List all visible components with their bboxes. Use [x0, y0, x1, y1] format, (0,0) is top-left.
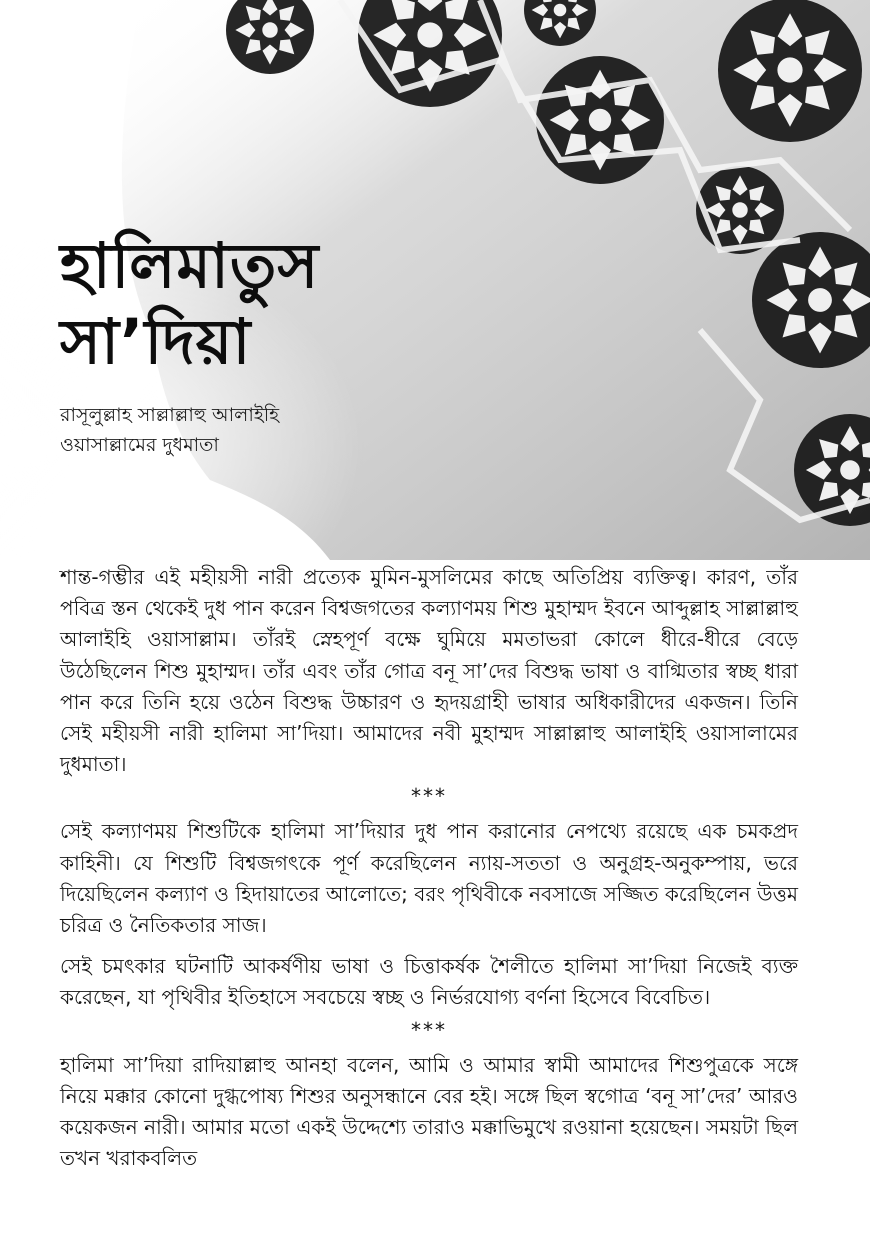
paragraph-4: হালিমা সা’দিয়া রাদিয়াল্লাহু আনহা বলেন, আমি ও আমার স্বামী আমাদের শিশুপুত্রকে সঙ্গে নিয়ে মক্কার কোনো দুগ্ধপোষ্য শিশুর অনুসন্ধানে বের হই। সঙ্গে ছিল স্বগোত্র ‘বনূ সা’দের’ আরও কয়েকজন নারী। আমার মতো একই উদ্দেশ্যে তারাও মক্কাভিমুখে রওয়ানা হয়েছেন। সময়টা ছিল তখন খরাকবলিত — [60, 1052, 798, 1171]
title-line-2: সা’দিয়া — [60, 305, 252, 378]
title-line-1: হালিমাতুস — [60, 229, 320, 302]
section-separator-1: *** — [411, 784, 447, 809]
body-text — [60, 562, 798, 1174]
chapter-subtitle — [60, 400, 480, 460]
paragraph-3: সেই চমৎকার ঘটনাটি আকর্ষণীয় ভাষা ও চিত্তাকর্ষক শৈলীতে হালিমা সা’দিয়া নিজেই ব্যক্ত করেছেন, যা পৃথিবীর ইতিহাসে সবচেয়ে স্বচ্ছ ও নির্ভরযোগ্য বর্ণনা হিসেবে বিবেচিত। — [60, 954, 798, 1010]
section-separator-2: *** — [411, 1017, 447, 1042]
paragraph-1: শান্ত-গম্ভীর এই মহীয়সী নারী প্রত্যেক মুমিন-মুসলিমের কাছে অতিপ্রিয় ব্যক্তিত্ব। কারণ, তাঁর পবিত্র স্তন থেকেই দুধ পান করেন বিশ্বজগতের কল্যাণময় শিশু মুহাম্মদ ইবনে আব্দুল্লাহ সাল্লাল্লাহু আলাইহি ওয়াসাল্লাম। তাঁরই স্নেহপূর্ণ বক্ষে ঘুমিয়ে মমতাভরা কোলে ধীরে-ধীরে বেড়ে উঠেছিলেন শিশু মুহাম্মদ। তাঁর এবং তাঁর গোত্র বনূ সা’দের বিশুদ্ধ ভাষা ও বাগ্মিতার স্বচ্ছ ধারা পান করে তিনি হয়ে ওঠেন বিশুদ্ধ উচ্চারণ ও হৃদয়গ্রাহী ভাষার অধিকারীদের একজন। তিনি সেই মহীয়সী নারী হালিমা সা’দিয়া। আমাদের নবী মুহাম্মদ সাল্লাল্লাহু আলাইহি ওয়াসালামের দুধমাতা। — [60, 565, 798, 777]
subtitle-line-1: রাসূলুল্লাহ সাল্লাল্লাহু আলাইহি — [60, 404, 280, 426]
subtitle-line-2: ওয়াসাল্লামের দুধমাতা — [60, 434, 219, 456]
chapter-title — [60, 228, 390, 380]
paragraph-2: সেই কল্যাণময় শিশুটিকে হালিমা সা’দিয়ার দুধ পান করানোর নেপথ্যে রয়েছে এক চমকপ্রদ কাহিনী। যে শিশুটি বিশ্বজগৎকে পূর্ণ করেছিলেন ন্যায়-সততা ও অনুগ্রহ-অনুকম্পায়, ভরে দিয়েছিলেন কল্যাণ ও হিদায়াতের আলোতে; বরং পৃথিবীকে নবসাজে সজ্জিত করেছিলেন উত্তম চরিত্র ও নৈতিকতার সাজ। — [60, 819, 798, 938]
